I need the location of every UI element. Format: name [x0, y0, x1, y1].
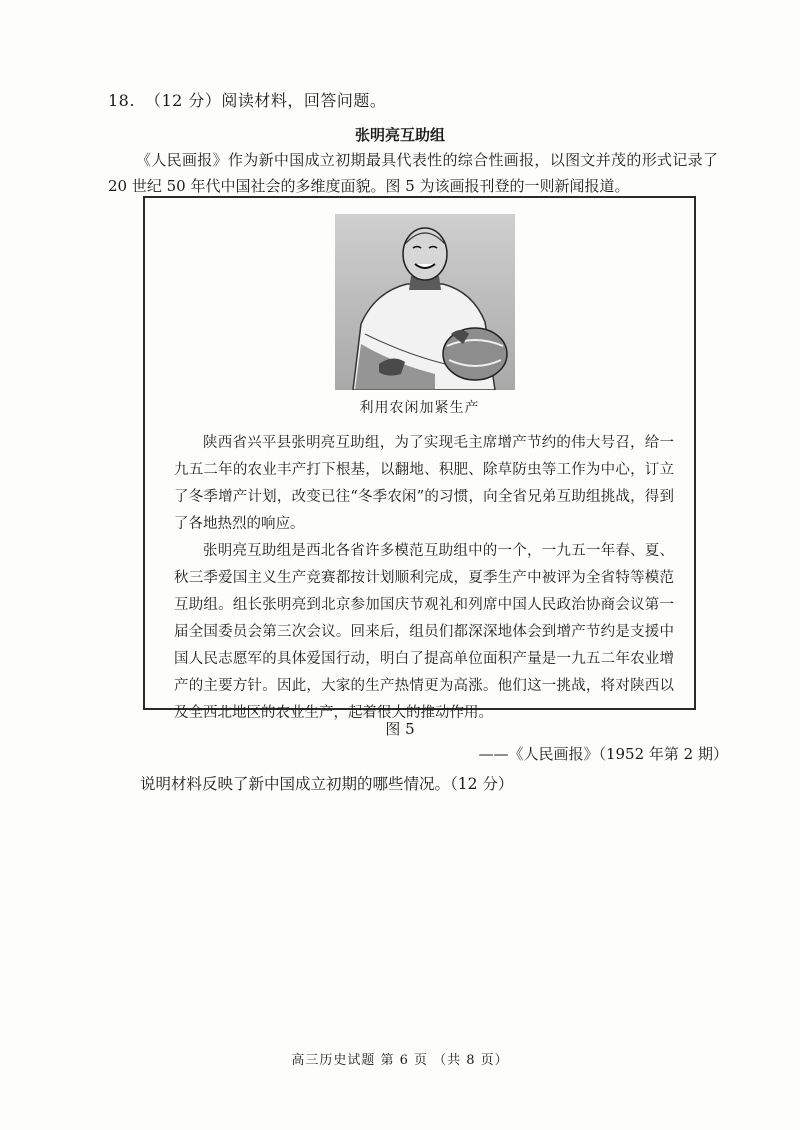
farmer-illustration: [335, 214, 515, 390]
question-prompt: 说明材料反映了新中国成立初期的哪些情况。（12 分）: [140, 775, 514, 793]
question-header: [108, 88, 386, 111]
figure-label: 图 5: [385, 720, 415, 738]
material-title: 张明亮互助组: [354, 126, 445, 144]
article-paragraph: 陕西省兴平县张明亮互助组，为了实现毛主席增产节约的伟大号召，给一九五二年的农业丰产打下根基，以翻地、积肥、除草防虫等工作为中心，订立了冬季增产计划，改变已往“冬季农闲”的习惯，向全省兄弟互助组挑战，得到了各地热烈的响应。: [174, 435, 674, 532]
photo-caption: 利用农闲加紧生产: [359, 400, 480, 416]
figure-5-box: [143, 196, 696, 721]
question-number: 18.: [108, 91, 135, 110]
article-paragraph: 张明亮互助组是西北各省许多模范互助组中的一个，一九五一年春、夏、秋三季爱国主义生产竞赛都按计划顺利完成，夏季生产中被评为全省特等模范互助组。组长张明亮到北京参加国庆节观礼和列席中国人民政治协商会议第一届全国委员会第三次会议。回来后，组员们都深深地体会到增产节约是支援中国人民志愿军的具体爱国行动，明白了提高单位面积产量是一九五二年农业增产的主要方针。因此，大家的生产热情更为高涨。他们这一挑战，将对陕西以及全西北地区的农业生产，起着很大的推动作用。: [174, 543, 674, 721]
question-instruction: （12 分）阅读材料，回答问题。: [144, 91, 387, 110]
page-footer: 高三历史试题 第 6 页 （共 8 页）: [291, 1053, 509, 1068]
farmer-photo: [335, 214, 515, 390]
figure-source: ——《人民画报》（1952 年第 2 期）: [478, 745, 728, 763]
material-intro: 《人民画报》作为新中国成立初期最具代表性的综合性画报，以图文并茂的形式记录了 20 世纪 50 年代中国社会的多维度面貌。图 5 为该画报刊登的一则新闻报道。: [108, 151, 718, 195]
news-article: [174, 430, 674, 727]
